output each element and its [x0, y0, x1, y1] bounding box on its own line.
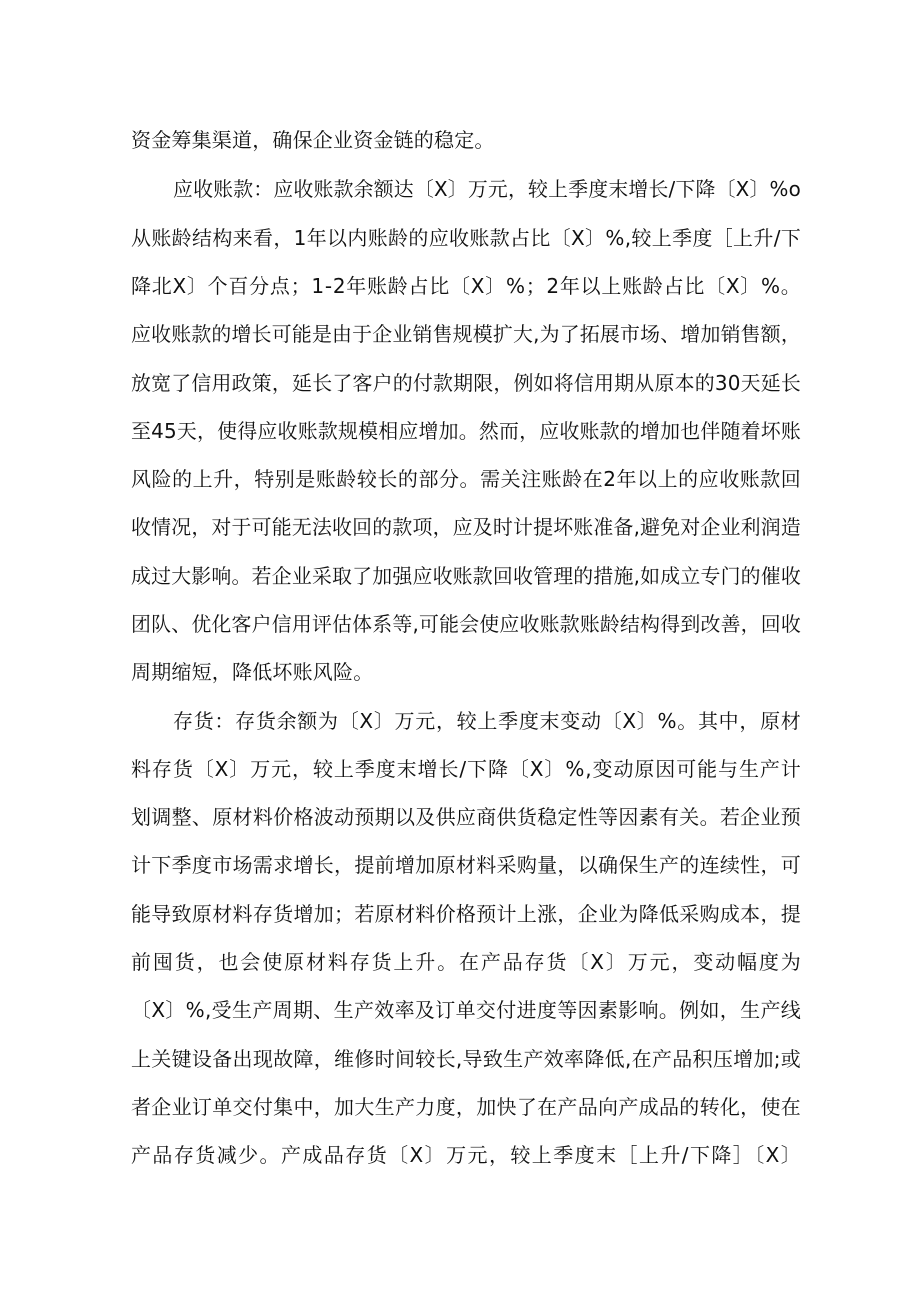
text-line-2-receivables-heading: 应收账款：应收账款余额达〔X〕万元，较上季度末增长/下降〔X〕%o — [173, 177, 801, 201]
text-line-9: 收情况，对于可能无法收回的款项，应及时计提坏账准备,避免对企业利润造 — [131, 515, 801, 539]
text-line-14: 料存货〔X〕万元，较上季度末增长/下降〔X〕%,变动原因可能与生产计 — [131, 757, 802, 781]
text-line-5: 应收账款的增长可能是由于企业销售规模扩大,为了拓展市场、增加销售额， — [131, 322, 801, 346]
text-line-20: 上关键设备出现故障，维修时间较长,导致生产效率降低,在产品积压增加;或 — [131, 1047, 802, 1071]
text-line-13-inventory-heading: 存货：存货余额为〔X〕万元，较上季度末变动〔X〕%。其中，原材 — [173, 709, 802, 733]
text-line-12: 周期缩短，降低坏账风险。 — [131, 660, 374, 684]
text-line-4: 降北X〕个百分点；1-2年账龄占比〔X〕%；2年以上账龄占比〔X〕%。 — [131, 274, 802, 298]
text-line-10: 成过大影响。若企业采取了加强应收账款回收管理的措施,如成立专门的催收 — [131, 564, 801, 588]
text-line-8: 风险的上升，特别是账龄较长的部分。需关注账龄在2年以上的应收账款回 — [131, 467, 802, 491]
text-line-18: 前囤货，也会使原材料存货上升。在产品存货〔X〕万元，变动幅度为 — [131, 950, 803, 974]
text-line-6: 放宽了信用政策，延长了客户的付款期限，例如将信用期从原本的30天延长 — [131, 371, 801, 395]
text-line-16: 计下季度市场需求增长，提前增加原材料采购量，以确保生产的连续性，可 — [131, 853, 802, 877]
text-line-22: 产品存货减少。产成品存货〔X〕万元，较上季度末［上升/下降］〔X〕 — [131, 1143, 803, 1167]
text-line-17: 能导致原材料存货增加；若原材料价格预计上涨，企业为降低采购成本，提 — [131, 902, 802, 926]
text-line-1: 资金筹集渠道，确保企业资金链的稳定。 — [131, 128, 495, 152]
text-line-19: 〔X〕%,受生产周期、生产效率及订单交付进度等因素影响。例如，生产线 — [131, 998, 802, 1022]
text-line-11: 团队、优化客户信用评估体系等,可能会使应收账款账龄结构得到改善，回收 — [131, 612, 801, 636]
text-line-21: 者企业订单交付集中，加大生产力度，加快了在产品向产成品的转化，使在 — [131, 1095, 802, 1119]
text-line-15: 划调整、原材料价格波动预期以及供应商供货稳定性等因素有关。若企业预 — [131, 805, 802, 829]
text-line-7: 至45天，使得应收账款规模相应增加。然而，应收账款的增加也伴随着坏账 — [131, 419, 801, 443]
text-line-3: 从账龄结构来看，1年以内账龄的应收账款占比〔X〕%,较上季度［上升/下 — [131, 226, 802, 250]
